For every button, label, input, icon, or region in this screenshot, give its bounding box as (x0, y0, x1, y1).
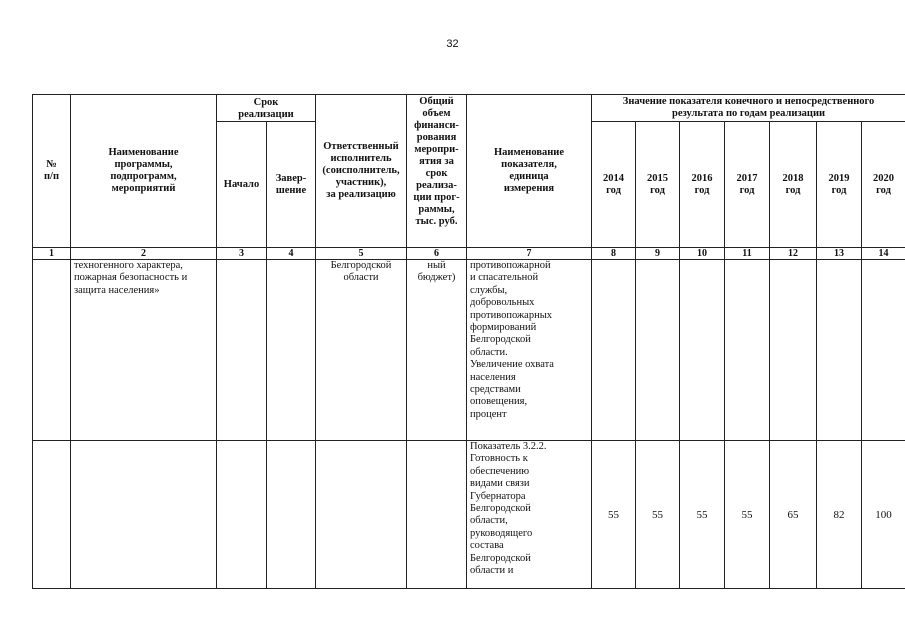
column-number: 3 (217, 248, 267, 260)
header-year: 2016 год (680, 122, 725, 248)
cell-row-number (33, 441, 71, 589)
column-number: 13 (817, 248, 862, 260)
header-term: Срок реализации (217, 95, 316, 122)
header-year: 2014 год (592, 122, 636, 248)
cell-year-value: 82 (817, 441, 862, 589)
column-number: 2 (71, 248, 217, 260)
column-number: 10 (680, 248, 725, 260)
column-number: 4 (267, 248, 316, 260)
column-number: 12 (770, 248, 817, 260)
header-row-number: № п/п (33, 95, 71, 248)
cell-year-value: 55 (636, 441, 680, 589)
column-number: 7 (467, 248, 592, 260)
cell-end (267, 441, 316, 589)
page-number: 32 (446, 38, 459, 50)
cell-year-value (636, 260, 680, 441)
column-number: 14 (862, 248, 905, 260)
column-number: 1 (33, 248, 71, 260)
header-indicator-name: Наименование показателя, единица измерения (467, 95, 592, 248)
column-number: 8 (592, 248, 636, 260)
cell-executor (316, 441, 407, 589)
header-year: 2020 год (862, 122, 905, 248)
header-values-by-year: Значение показателя конечного и непосредственного результата по годам реализации (592, 95, 905, 122)
cell-year-value: 100 (862, 441, 905, 589)
table-row (33, 260, 905, 441)
cell-year-value (770, 260, 817, 441)
cell-year-value (592, 260, 636, 441)
cell-year-value: 55 (725, 441, 770, 589)
column-number: 5 (316, 248, 407, 260)
cell-row-number (33, 260, 71, 441)
header-end: Завер- шение (267, 122, 316, 248)
header-year: 2017 год (725, 122, 770, 248)
column-number: 6 (407, 248, 467, 260)
cell-year-value: 65 (770, 441, 817, 589)
cell-funding (407, 441, 467, 589)
column-number: 9 (636, 248, 680, 260)
column-number: 11 (725, 248, 770, 260)
header-funding: Общий объем финанси- рования меропри- ятия за срок реализа- ции прог- раммы, тыс. руб. (407, 95, 467, 248)
cell-year-value (862, 260, 905, 441)
cell-funding: ный бюджет) (407, 260, 467, 441)
cell-year-value: 55 (680, 441, 725, 589)
header-year: 2015 год (636, 122, 680, 248)
cell-year-value (817, 260, 862, 441)
cell-year-value (680, 260, 725, 441)
header-year: 2019 год (817, 122, 862, 248)
cell-executor: Белгородской области (316, 260, 407, 441)
header-start: Начало (217, 122, 267, 248)
cell-program-name (71, 441, 217, 589)
cell-start (217, 260, 267, 441)
cell-indicator-name: Показатель 3.2.2. Готовность к обеспечению видами связи Губернатора Белгородской области, руководящего состава Белгородской области и (467, 441, 592, 589)
cell-program-name: техногенного характера, пожарная безопасность и защита населения» (71, 260, 217, 441)
cell-indicator-name: противопожарной и спасательной службы, добровольных противопожарных формирований Белгородской области. Увеличение охвата населения средствами оповещения, процент (467, 260, 592, 441)
program-table (32, 94, 905, 589)
header-executor: Ответственный исполнитель (соисполнитель, участник), за реализацию (316, 95, 407, 248)
header-year: 2018 год (770, 122, 817, 248)
table-row (33, 441, 905, 589)
cell-end (267, 260, 316, 441)
cell-start (217, 441, 267, 589)
cell-year-value (725, 260, 770, 441)
header-program-name: Наименование программы, подпрограмм, мероприятий (71, 95, 217, 248)
cell-year-value: 55 (592, 441, 636, 589)
